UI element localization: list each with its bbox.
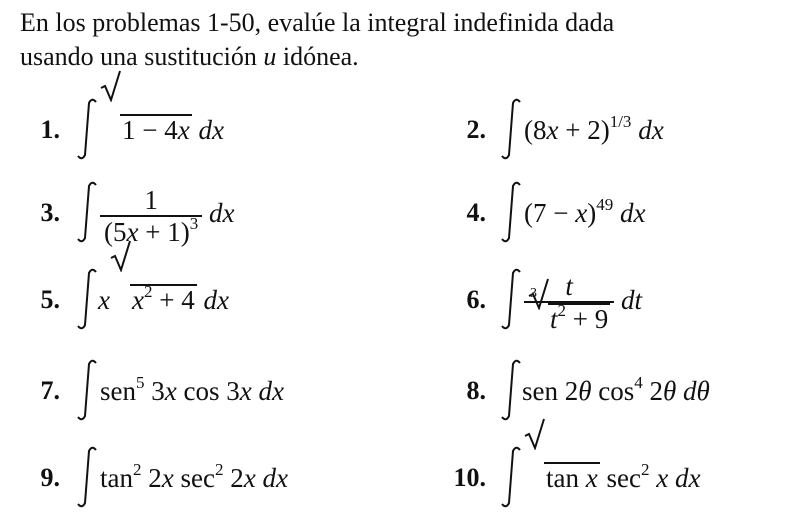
term: sec xyxy=(599,463,641,493)
integral-sign xyxy=(72,358,102,422)
instructions-text: usando una sustitución xyxy=(20,42,264,71)
integrand xyxy=(100,178,234,248)
problem-4 xyxy=(400,178,800,248)
denominator xyxy=(524,286,614,335)
integrand xyxy=(100,356,284,426)
radical-sign-icon xyxy=(100,70,122,102)
term: cos 3 xyxy=(176,376,240,406)
problem-number: 10. xyxy=(453,463,486,492)
integral-sign xyxy=(72,97,102,161)
problem-5 xyxy=(0,265,400,335)
term: + 4 xyxy=(152,285,195,315)
integrand xyxy=(100,95,224,165)
differential: dt xyxy=(614,285,643,315)
problem-number: 7. xyxy=(40,376,60,405)
var-theta: θ xyxy=(663,376,677,406)
term: 3 xyxy=(144,376,165,406)
var-x: x xyxy=(177,115,190,145)
problem-6 xyxy=(400,265,800,335)
exponent: 1/3 xyxy=(609,112,632,131)
radical-sign-icon xyxy=(110,240,132,272)
fraction xyxy=(524,271,614,334)
root-index: 3 xyxy=(530,286,537,302)
exponent: 49 xyxy=(596,195,614,214)
var-x: x xyxy=(131,285,144,315)
problem-8 xyxy=(400,356,800,426)
differential: dx xyxy=(191,115,224,145)
problem-number: 8. xyxy=(466,376,486,405)
integrand xyxy=(524,265,642,335)
integrand xyxy=(522,356,710,426)
integrand xyxy=(100,443,288,513)
integral-sign xyxy=(496,180,526,244)
problem-number: 4. xyxy=(466,198,486,227)
problem-1 xyxy=(0,95,400,165)
integral-sign xyxy=(496,267,526,331)
square-root xyxy=(110,265,197,335)
exponent: 3 xyxy=(189,213,199,233)
term: 2 xyxy=(642,376,664,406)
problem-10 xyxy=(400,443,800,513)
exponent: 2 xyxy=(133,460,142,479)
problem-2 xyxy=(400,95,800,165)
problem-3 xyxy=(0,178,400,248)
differential: dx xyxy=(613,198,646,228)
term: cos xyxy=(591,376,635,406)
exponent: 4 xyxy=(634,373,643,392)
var-x: x xyxy=(649,463,669,493)
integrand xyxy=(524,95,664,165)
differential: dx xyxy=(251,376,284,406)
term: + 2) xyxy=(558,115,610,145)
problem-number: 2. xyxy=(466,115,486,144)
problem-number: 1. xyxy=(40,115,60,144)
problem-number: 6. xyxy=(466,285,486,314)
problem-number: 5. xyxy=(40,285,60,314)
square-root xyxy=(524,443,600,513)
var-x: x xyxy=(164,376,177,406)
term: 2 xyxy=(141,463,162,493)
problem-9 xyxy=(0,443,400,513)
integrand xyxy=(524,178,645,248)
differential: dx xyxy=(631,115,664,145)
exponent: 2 xyxy=(640,460,650,479)
integral-sign xyxy=(496,445,526,509)
term: ) xyxy=(587,198,597,228)
numerator: 1 xyxy=(100,185,202,217)
integral-sign xyxy=(496,97,526,161)
problem-7 xyxy=(0,356,400,426)
var-t: t xyxy=(565,271,573,302)
instructions-line-2 xyxy=(20,40,772,74)
var-x: x xyxy=(243,463,256,493)
radicand-text: 1 − 4 xyxy=(122,115,178,145)
problem-number: 9. xyxy=(40,463,60,492)
var-x: x xyxy=(161,463,174,493)
var-x: x xyxy=(239,376,252,406)
term: tan xyxy=(100,463,133,493)
radical-sign-icon xyxy=(524,418,546,450)
cube-root xyxy=(528,286,610,335)
term: + 9 xyxy=(566,304,609,335)
var-x: x xyxy=(546,115,559,145)
term: 2 xyxy=(223,463,244,493)
integrand xyxy=(524,443,700,513)
variable-u: u xyxy=(263,42,277,71)
differential: dx xyxy=(668,463,701,493)
term: (8 xyxy=(524,115,547,145)
integral-sign xyxy=(72,445,102,509)
term: (5 xyxy=(104,216,127,247)
differential: d xyxy=(676,376,697,406)
fraction xyxy=(100,185,202,247)
differential: dx xyxy=(196,285,229,315)
instructions xyxy=(20,6,772,74)
term: (7 − xyxy=(524,198,576,228)
var-x: x xyxy=(126,216,139,247)
exponent: 2 xyxy=(143,282,153,301)
differential: dx xyxy=(255,463,288,493)
var-t: t xyxy=(550,304,558,335)
integrand xyxy=(98,265,229,335)
term: + 1) xyxy=(138,216,190,247)
square-root xyxy=(100,95,192,165)
integral-sign xyxy=(72,180,102,244)
term: tan xyxy=(546,463,586,493)
differential: dx xyxy=(202,198,235,228)
instructions-text-end: idónea. xyxy=(276,42,359,71)
var-theta: θ xyxy=(696,376,710,406)
term: sec xyxy=(173,463,215,493)
radical-sign-icon xyxy=(528,278,550,310)
exponent: 2 xyxy=(557,301,567,321)
var-theta: θ xyxy=(578,376,592,406)
exponent: 5 xyxy=(136,373,145,392)
term: sen 2 xyxy=(522,376,579,406)
var-x: x xyxy=(98,285,110,315)
var-x: x xyxy=(585,463,598,493)
instructions-line-1: En los problemas 1-50, evalúe la integral indefinida dada xyxy=(20,8,615,37)
exponent: 2 xyxy=(214,460,224,479)
var-x: x xyxy=(575,198,588,228)
problem-number: 3. xyxy=(40,198,60,227)
term: sen xyxy=(100,376,136,406)
